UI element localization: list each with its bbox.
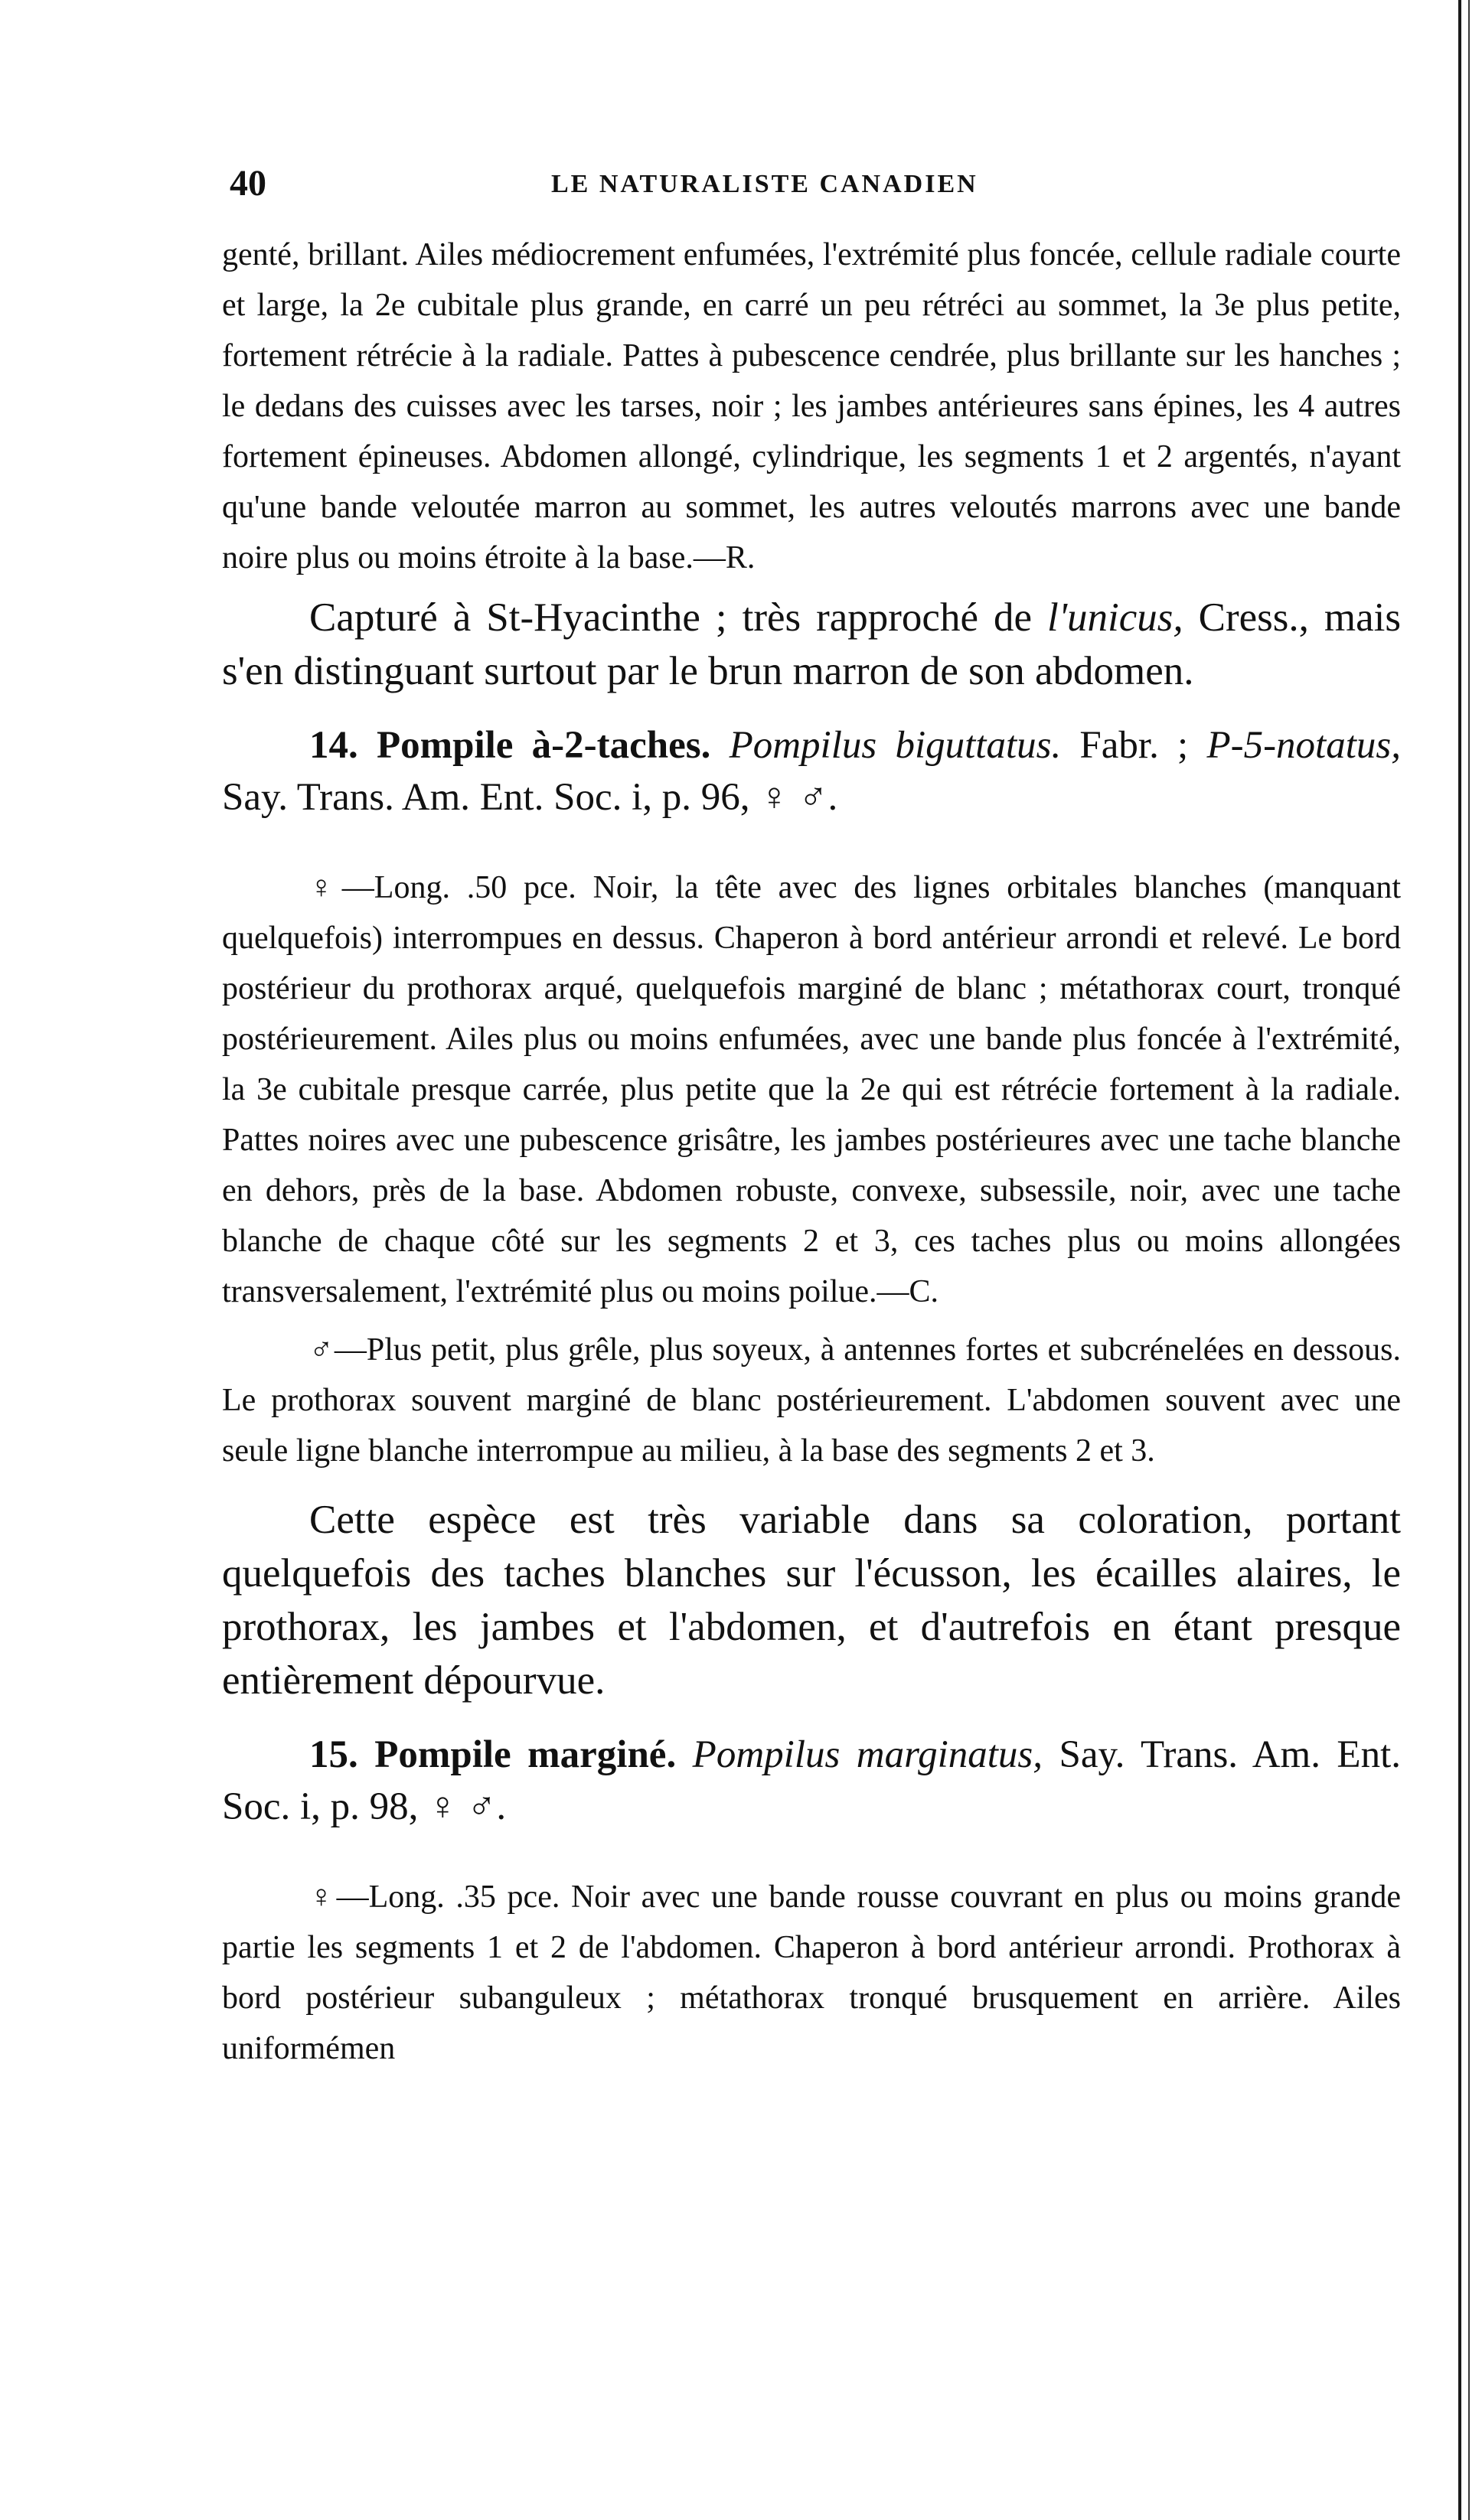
page-header bbox=[230, 162, 1409, 208]
paragraph-description-continued: genté, brillant. Ailes médiocrement enfumées, l'extrémité plus foncée, cellule radiale courte et large, la 2e cubitale plus grande, en carré un peu rétréci au sommet, la 3e plus petite, fortement rétrécie à la radiale. Pattes à pubescence cendrée, plus brillante sur les hanches ; le dedans des cuisses avec les tarses, noir ; les jambes antérieures sans épines, les 4 autres fortement épineuses. Abdomen allongé, cylindrique, les segments 1 et 2 argentés, n'ayant qu'une bande veloutée marron au sommet, les autres veloutés marrons avec une bande noire plus ou moins étroite à la base.—R. bbox=[222, 237, 1401, 575]
entry-15-reference: Say. Trans. Am. Ent. Soc. i, p. 98, ♀ ♂. bbox=[222, 1733, 1401, 1828]
paragraph-female-description-15: ♀—Long. .35 pce. Noir avec une bande rousse couvrant en plus ou moins grande partie les segments 1 et 2 de l'abdomen. Chaperon à bord antérieur arrondi. Prothorax à bord postérieur subanguleux ; métathorax tronqué brusquement en arrière. Ailes uniformémen bbox=[222, 1879, 1401, 2066]
entry-14-latin-name: Pompilus biguttatus. bbox=[729, 724, 1062, 767]
entry-heading-15 bbox=[222, 1729, 1401, 1833]
paragraph-female-description-14: ♀—Long. .50 pce. Noir, la tête avec des lignes orbitales blanches (manquant quelquefois) interrompues en dessus. Chaperon à bord antérieur arrondi et relevé. Le bord postérieur du prothorax arqué, quelquefois marginé de blanc ; métathorax court, tronqué postérieurement. Ailes plus ou moins enfumées, avec une bande plus foncée à l'extrémité, la 3e cubitale presque carrée, plus petite que la 2e qui est rétrécie fortement à la radiale. Pattes noires avec une pubescence grisâtre, les jambes postérieures avec une tache blanche en dehors, près de la base. Abdomen robuste, convexe, subsessile, noir, avec une tache blanche de chaque côté sur les segments 2 et 3, ces taches plus ou moins allongées transversalement, l'extrémité plus ou moins poilue.—C. bbox=[222, 870, 1401, 1309]
body-text bbox=[222, 230, 1401, 2074]
capture-text-a: Capturé à St-Hyacinthe ; très rapproché de bbox=[309, 595, 1047, 640]
entry-14-reference: Say. Trans. Am. Ent. Soc. i, p. 96, ♀ ♂. bbox=[222, 776, 838, 819]
entry-15-latin-name: Pompilus marginatus, bbox=[692, 1733, 1043, 1776]
paragraph-male-description-14: ♂—Plus petit, plus grêle, plus soyeux, à antennes fortes et subcrénelées en dessous. Le prothorax souvent marginé de blanc postérieurement. L'abdomen souvent avec une seule ligne blanche interrompue au milieu, à la base des segments 2 et 3. bbox=[222, 1332, 1401, 1469]
entry-14-synonym: P-5-notatus, bbox=[1206, 724, 1401, 767]
page-number: 40 bbox=[230, 163, 266, 204]
entry-15-common-name: 15. Pompile marginé. bbox=[309, 1733, 677, 1776]
species-ref-unicus: l'unicus, bbox=[1046, 595, 1183, 640]
binding-edge bbox=[1458, 0, 1461, 2520]
entry-14-common-name: 14. Pompile à-2-taches. bbox=[309, 724, 711, 767]
entry-heading-14 bbox=[222, 719, 1401, 823]
paragraph-variability-note: Cette espèce est très variable dans sa coloration, portant quelquefois des taches blanches sur l'écusson, les écailles alaires, le prothorax, les jambes et l'abdomen, et d'autrefois en étant presque entièrement dépourvue. bbox=[222, 1498, 1401, 1703]
capture-text-b: Cress., mais s'en distinguant surtout par le brun marron de son abdomen. bbox=[222, 595, 1401, 693]
running-title: LE NATURALISTE CANADIEN bbox=[551, 170, 978, 198]
entry-14-author: Fabr. ; bbox=[1061, 724, 1207, 767]
binding-edge-inner bbox=[1468, 0, 1470, 2520]
paragraph-capture-note bbox=[222, 591, 1401, 698]
